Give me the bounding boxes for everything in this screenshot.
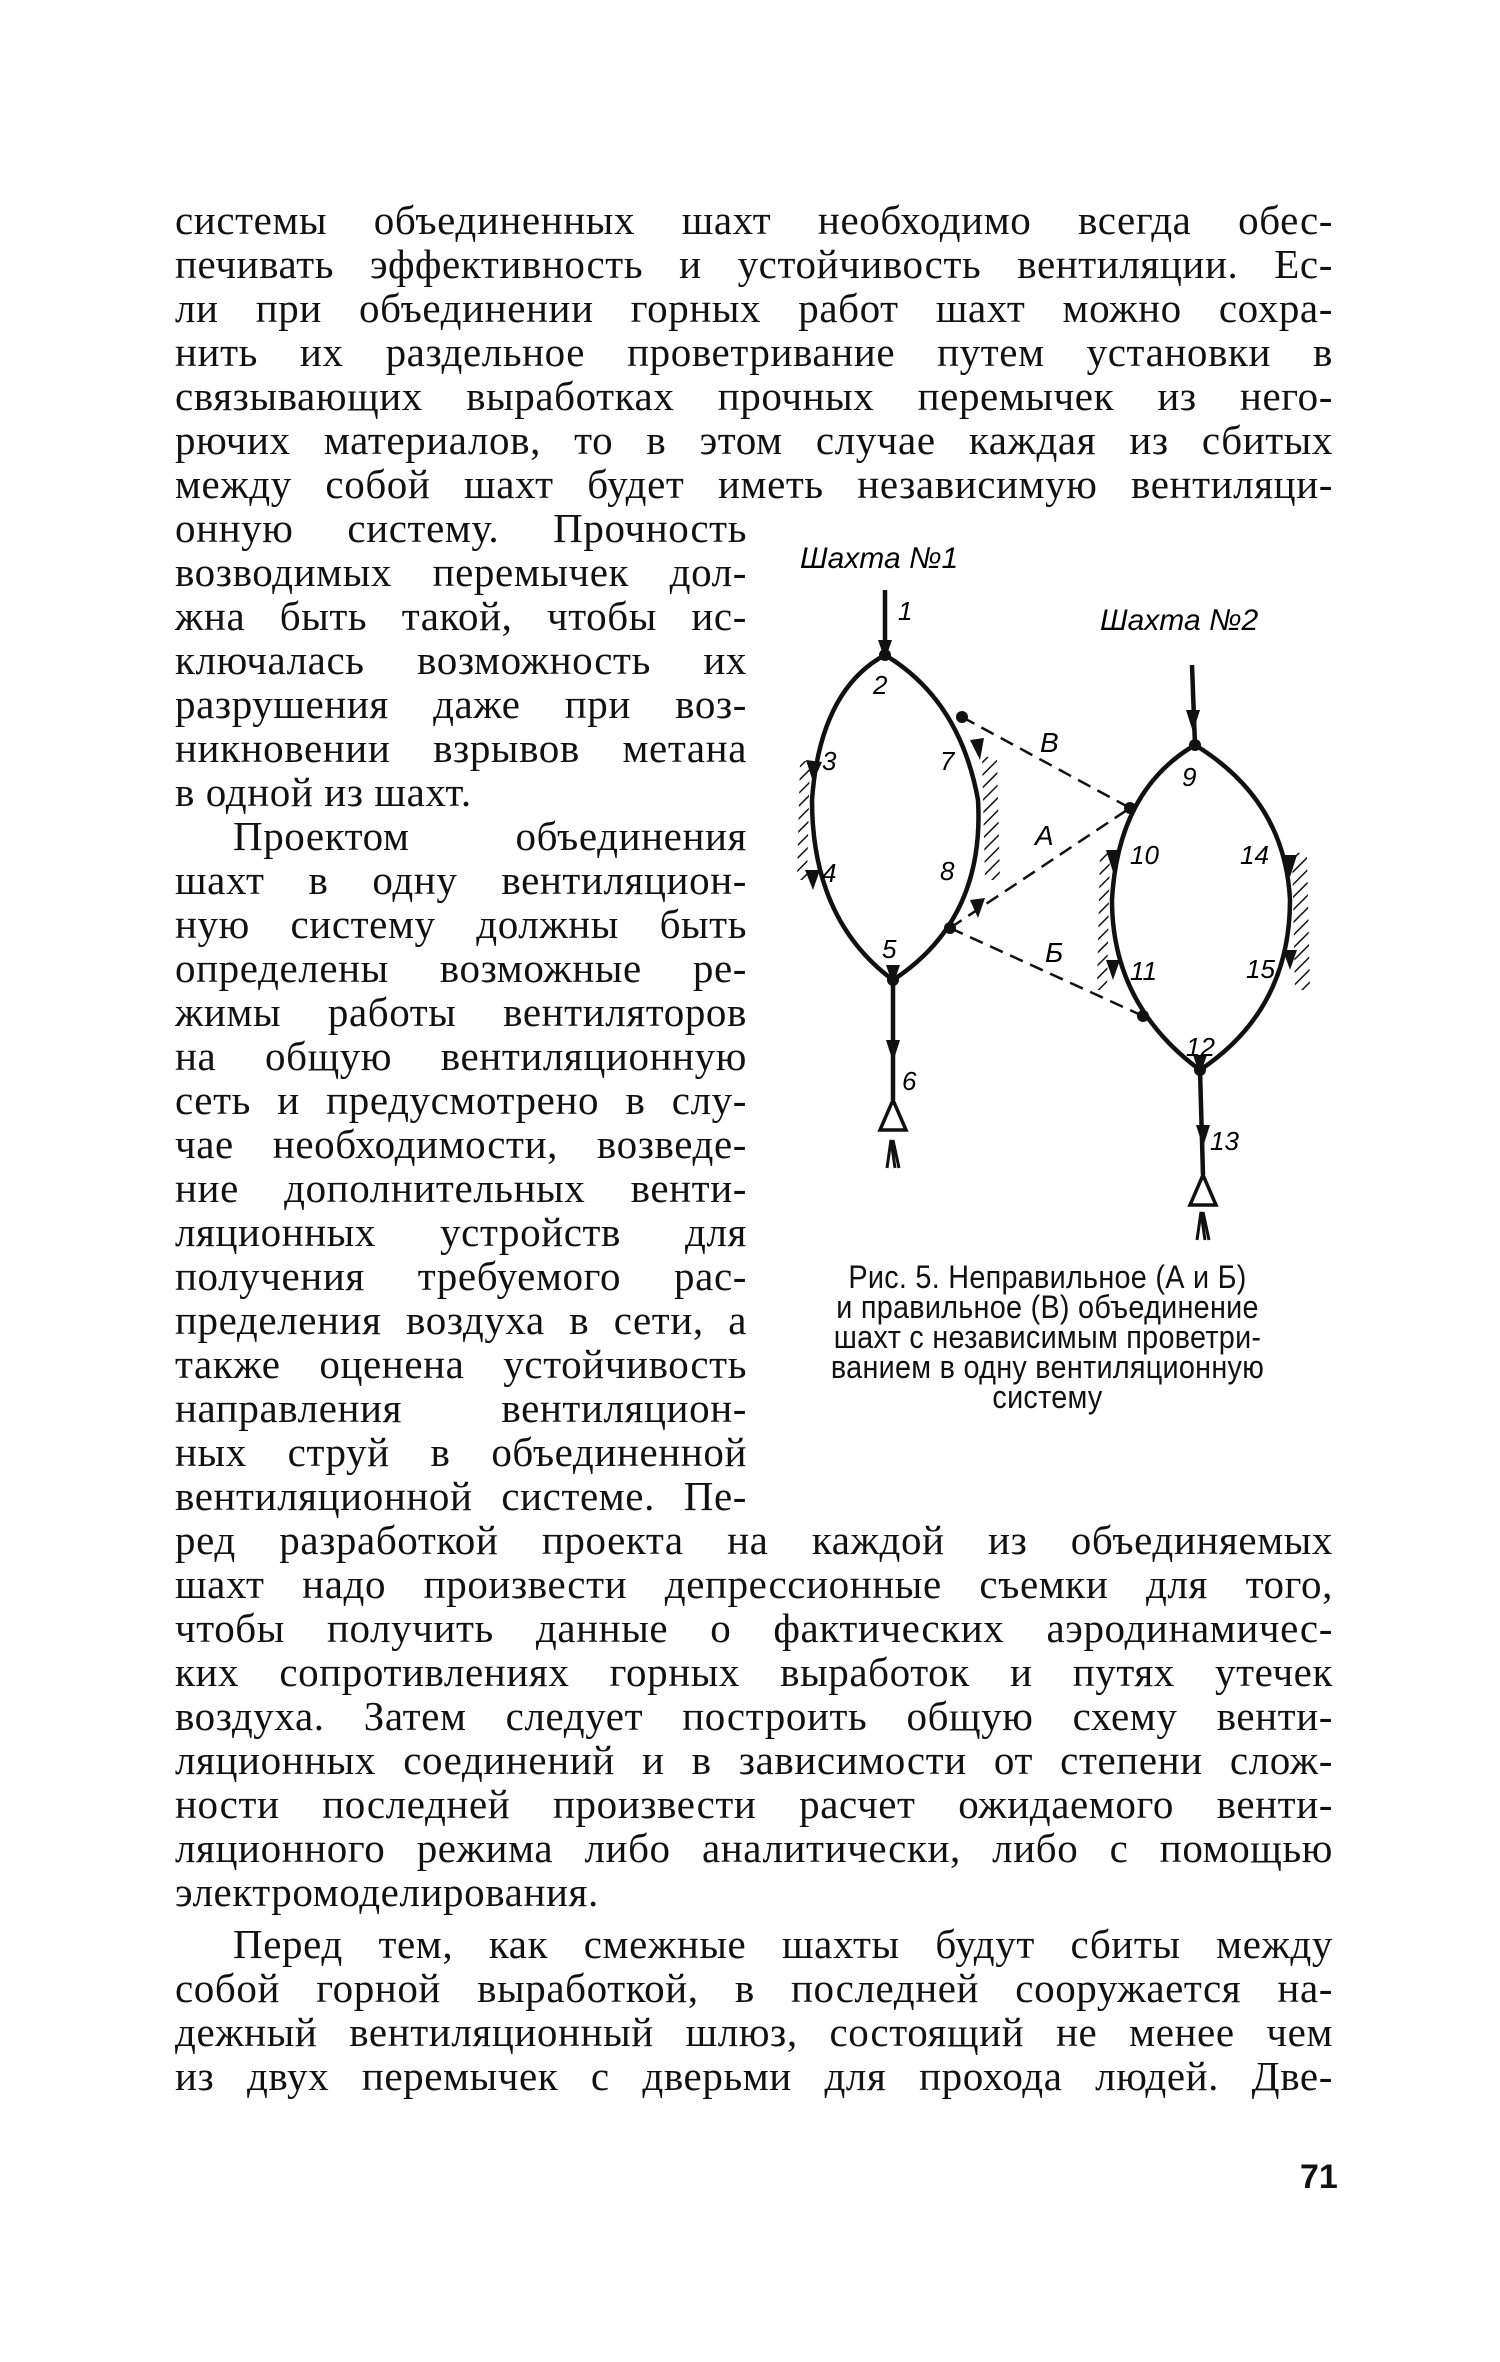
node-label: 15	[1246, 954, 1275, 984]
text-line: ную систему должны быть	[175, 901, 747, 947]
node-label: 7	[940, 746, 955, 776]
text-line: ких сопротивлениях горных выработок и путях утечек	[175, 1649, 1333, 1695]
text-line: ред разработкой проекта на каждой из объединяемых	[175, 1517, 1333, 1563]
text-line: нить их раздельное проветривание путем установки в	[175, 329, 1333, 375]
mine2-inlet	[1192, 665, 1195, 745]
text-line: системы объединенных шахт необходимо всегда обес-	[175, 197, 1333, 243]
node-label: 2	[873, 670, 888, 700]
connection-label: А	[1035, 820, 1054, 851]
mine2-label: Шахта №2	[1100, 604, 1259, 637]
arrow-down-icon	[805, 870, 820, 890]
text-line: определены возможные ре-	[175, 945, 747, 991]
text-line: шахт в одну вентиляцион-	[175, 857, 747, 903]
mine2-right-hatch	[1292, 850, 1310, 990]
caption-line: Рис. 5. Неправильное (А и Б)	[848, 1259, 1247, 1295]
node-label: 3	[822, 746, 837, 776]
arrow-down-icon	[1196, 1125, 1210, 1147]
text-line: собой горной выработкой, в последней сооружается на-	[175, 1965, 1333, 2011]
text-line: рючих материалов, то в этом случае каждая из сбитых	[175, 417, 1333, 463]
text-line: на общую вентиляционную	[175, 1033, 747, 1079]
arrow-down-icon	[970, 898, 985, 918]
text-line: пределения воздуха в сети, а	[175, 1297, 747, 1343]
mine2-outlet	[1200, 1070, 1203, 1175]
text-line: жимы работы вентиляторов	[175, 989, 747, 1035]
text-line: печивать эффективность и устойчивость вентиляции. Ес-	[175, 241, 1333, 287]
caption-line: систему	[992, 1379, 1103, 1415]
text-line: вентиляционной системе. Пе-	[175, 1473, 747, 1519]
mine1-right-hatch	[982, 755, 1000, 880]
text-line: направления вентиляцион-	[175, 1385, 747, 1431]
connection-label: Б	[1045, 937, 1064, 968]
text-line: ние дополнительных венти-	[175, 1165, 747, 1211]
text-line: жна быть такой, чтобы ис-	[175, 593, 747, 639]
node-label: 10	[1130, 840, 1159, 870]
airflow-icon	[887, 1140, 899, 1168]
node-label: 12	[1186, 1032, 1215, 1062]
text-line: в одной из шахт.	[175, 769, 472, 815]
mine2-left-hatch	[1097, 850, 1110, 990]
mine2-left-branch	[1112, 745, 1200, 1070]
mine1-right-branch	[885, 655, 978, 980]
text-line: онную систему. Прочность	[175, 505, 747, 551]
text-line: также оценена устойчивость	[175, 1341, 747, 1387]
mine1-label: Шахта №1	[800, 542, 959, 575]
arrow-down-icon	[886, 1040, 900, 1062]
text-line: возводимых перемычек дол-	[175, 549, 747, 595]
text-line: дежный вентиляционный шлюз, состоящий не менее чем	[175, 2009, 1333, 2055]
junction-5r	[944, 922, 956, 934]
text-line: сеть и предусмотрено в слу-	[175, 1077, 747, 1123]
arrow-down-icon	[970, 738, 984, 760]
text-line: ключалась возможность их	[175, 637, 747, 683]
arrow-down-icon	[1186, 710, 1200, 732]
mine1-left-branch	[812, 655, 893, 980]
node-label: 1	[898, 596, 913, 626]
node-label: 13	[1210, 1126, 1239, 1156]
text-line: шахт надо произвести депрессионные съемки для того,	[175, 1561, 1333, 1607]
node-label: 11	[1130, 956, 1157, 986]
airflow-icon	[1197, 1212, 1209, 1240]
junction-7	[956, 711, 968, 723]
junction-11	[1137, 1010, 1149, 1022]
text-line: Перед тем, как смежные шахты будут сбиты между	[233, 1921, 1333, 1967]
node-label: 14	[1240, 840, 1269, 870]
fan-icon	[880, 1100, 906, 1130]
text-line: связывающих выработках прочных перемычек из него-	[175, 373, 1333, 419]
node-label: 5	[882, 934, 897, 964]
caption-line: шахт с независимым проветри-	[833, 1319, 1262, 1355]
text-line: ляционного режима либо аналитически, либо с помощью	[175, 1825, 1333, 1871]
caption-line: и правильное (В) объединение	[836, 1289, 1259, 1325]
text-line: ных струй в объединенной	[175, 1429, 747, 1475]
mine1-left-hatch	[797, 760, 810, 880]
text-line: ляционных устройств для	[175, 1209, 747, 1255]
ventilation-diagram	[770, 538, 1340, 1258]
fan-icon	[1190, 1175, 1216, 1205]
text-line: чае необходимости, возведе-	[175, 1121, 747, 1167]
text-line: между собой шахт будет иметь независимую вентиляци-	[175, 461, 1333, 507]
node-label: 6	[902, 1066, 917, 1096]
text-line: ли при объединении горных работ шахт можно сохра-	[175, 285, 1333, 331]
text-line: электромоделирования.	[175, 1869, 599, 1915]
figure-caption	[800, 1259, 1295, 1415]
node-label: 9	[1182, 762, 1197, 792]
node-label: 4	[822, 858, 837, 888]
page-number: 71	[1300, 2158, 1338, 2196]
caption-line: ванием в одну вентиляционную	[830, 1349, 1265, 1385]
text-line: разрушения даже при воз-	[175, 681, 747, 727]
text-line: из двух перемычек с дверьми для прохода людей. Две-	[175, 2053, 1333, 2099]
text-line: получения требуемого рас-	[175, 1253, 747, 1299]
junction-10	[1124, 802, 1136, 814]
arrow-down-icon	[1106, 960, 1120, 980]
text-line: чтобы получить данные о фактических аэродинамичес-	[175, 1605, 1333, 1651]
text-line: Проектом объединения	[233, 813, 747, 859]
connection-label: В	[1040, 727, 1059, 758]
node-label: 8	[940, 856, 955, 886]
mine2-right-branch	[1195, 745, 1290, 1070]
junction-9	[1189, 739, 1201, 751]
text-line: ляционных соединений и в зависимости от степени слож-	[175, 1737, 1333, 1783]
text-line: ности последней произвести расчет ожидаемого венти-	[175, 1781, 1333, 1827]
text-line: воздуха. Затем следует построить общую схему венти-	[175, 1693, 1333, 1739]
text-line: никновении взрывов метана	[175, 725, 747, 771]
